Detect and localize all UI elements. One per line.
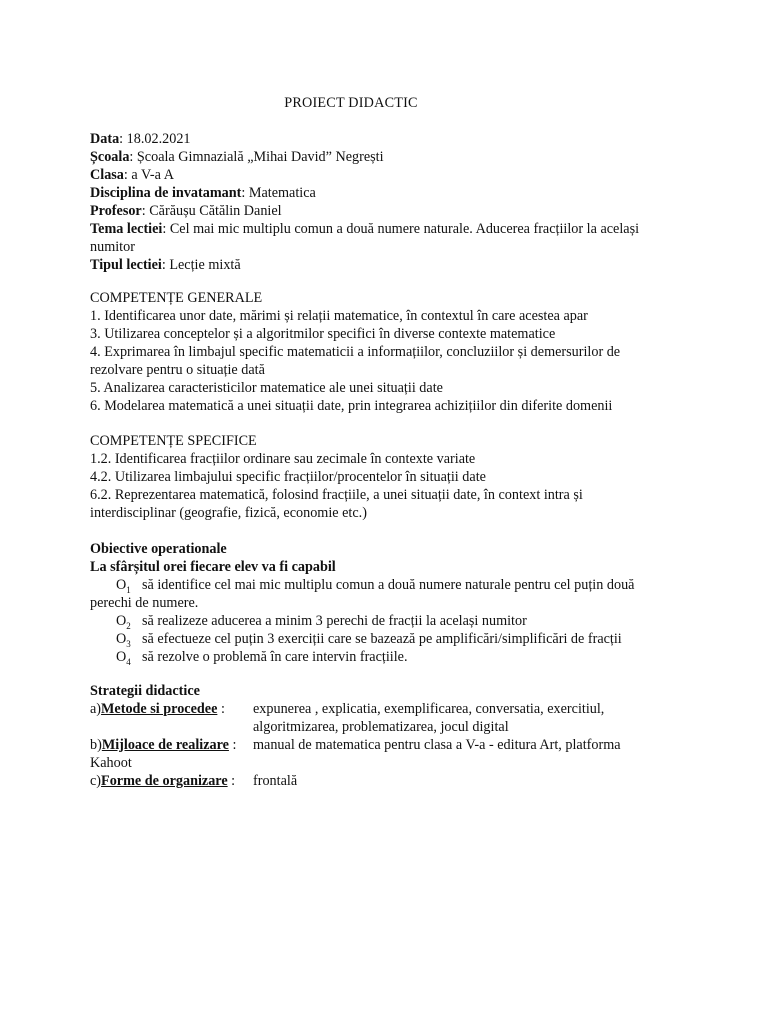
list-item: 1.2. Identificarea fracțiilor ordinare sau zecimale în contexte variate: [90, 451, 476, 467]
objectives-heading: Obiective operationale: [90, 541, 227, 557]
methods-row-continuation: algoritmizarea, problematizarea, jocul digital: [253, 719, 509, 735]
date-line: Data: 18.02.2021: [90, 131, 191, 147]
list-item: 4.2. Utilizarea limbajului specific fracțiilor/procentelor în situații date: [90, 469, 486, 485]
lesson-theme-line: Tema lectiei: Cel mai mic multiplu comun a două numere naturale. Aducerea fracțiilor la același: [90, 221, 640, 237]
objective-o1-continuation: perechi de numere.: [90, 595, 199, 611]
teacher-line: Profesor: Cărăușu Cătălin Daniel: [90, 203, 282, 219]
strategies-heading: Strategii didactice: [90, 683, 200, 699]
header-info: [90, 130, 690, 274]
objective-o4: $O_4$ să rezolve o problemă în care intervin fracțiile.: [116, 649, 408, 667]
general-competences-heading: COMPETENȚE GENERALE: [90, 290, 263, 306]
lesson-type-line: Tipul lectiei: Lecție mixtă: [90, 257, 241, 273]
class-line: Clasa: a V-a A: [90, 167, 174, 183]
resources-row: b)Mijloace de realizare : manual de matematica pentru clasa a V-a - editura Art, platforma: [90, 737, 621, 753]
list-item: 6.2. Reprezentarea matematică, folosind fracțiile, a unei situații date, în context intra și: [90, 487, 583, 503]
list-item: 4. Exprimarea în limbajul specific matematicii a informațiilor, concluziilor și demersurilor de: [90, 344, 621, 360]
objective-o2: $O_2$ să realizeze aducerea a minim 3 perechi de fracții la același numitor: [116, 613, 527, 631]
methods-row: a)Metode si procedee : expunerea , explicatia, exemplificarea, conversatia, exercitiul,: [90, 701, 605, 717]
objectives-subheading: La sfârșitul orei fiecare elev va fi capabil: [90, 559, 336, 575]
general-competences: [90, 289, 690, 415]
document-title: PROIECT DIDACTIC: [284, 95, 418, 111]
objectives-section: [90, 540, 690, 666]
school-line: Școala: Școala Gimnazială „Mihai David” Negrești: [90, 149, 384, 165]
discipline-line: Disciplina de invatamant: Matematica: [90, 185, 316, 201]
organization-row: c)Forme de organizare : frontală: [90, 773, 298, 789]
resources-row-continuation: Kahoot: [90, 755, 132, 771]
list-item: 5. Analizarea caracteristicilor matematice ale unei situații date: [90, 380, 443, 396]
objective-o1: $O_1$ să identifice cel mai mic multiplu comun a două numere naturale pentru cel puțin două: [116, 577, 635, 595]
strategies-section: [90, 682, 690, 790]
specific-competences-heading: COMPETENȚE SPECIFICE: [90, 433, 257, 449]
list-item: rezolvare pentru o situație dată: [90, 362, 265, 378]
lesson-theme-continuation: numitor: [90, 239, 135, 255]
list-item: interdisciplinar (geografie, fizică, economie etc.): [90, 505, 367, 521]
list-item: 3. Utilizarea conceptelor și a algoritmilor specifici în diverse contexte matematice: [90, 326, 556, 342]
list-item: 6. Modelarea matematică a unei situații date, prin integrarea achizițiilor din diferite domenii: [90, 398, 613, 414]
objective-o3: $O_3$ să efectueze cel puțin 3 exerciții care se bazează pe amplificări/simplificări de fracții: [116, 631, 622, 649]
specific-competences: [90, 432, 690, 522]
list-item: 1. Identificarea unor date, mărimi și relații matematice, în contextul în care acestea apar: [90, 308, 588, 324]
